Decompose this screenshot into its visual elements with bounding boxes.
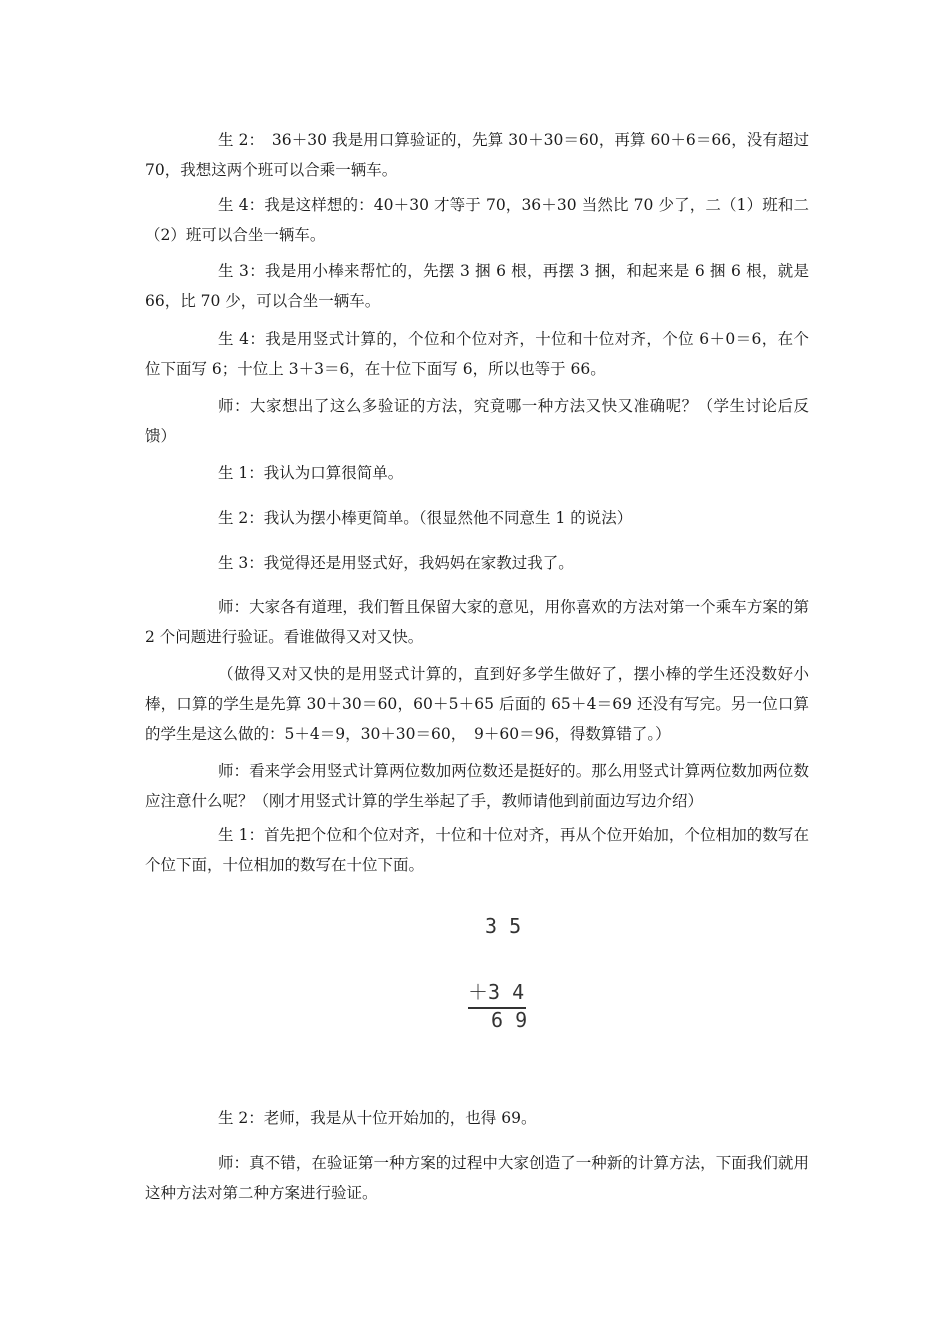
paragraph-observation: （做得又对又快的是用竖式计算的，直到好多学生做好了，摆小棒的学生还没数好小棒，口算的学生是先算 30＋30＝60，60＋5＋65 后面的 65＋4＝69 还没有写完。另一位口算的学生是这么做的：5＋4＝9，30＋30＝60， 9＋60＝96，得数算错了。） xyxy=(145,665,809,743)
paragraph-student-2-tens-first: 生 2：老师，我是从十位开始加的，也得 69。 xyxy=(218,1109,537,1127)
paragraph-student-1-explanation: 生 1：首先把个位和个位对齐，十位和十位对齐，再从个位开始加，个位相加的数写在个位下面，十位相加的数写在十位下面。 xyxy=(145,826,809,874)
paragraph-student-1-answer: 生 1：我认为口算很简单。 xyxy=(218,464,404,482)
paragraph-student-4-vertical: 生 4：我是用竖式计算的，个位和个位对齐，十位和十位对齐，个位 6＋0＝6，在个位下面写 6；十位上 3＋3＝6，在十位下面写 6，所以也等于 66。 xyxy=(145,330,809,378)
paragraph-teacher-instruction: 师：大家各有道理，我们暂且保留大家的意见，用你喜欢的方法对第一个乘车方案的第 2 个问题进行验证。看谁做得又对又快。 xyxy=(145,598,809,646)
calc-second-operand: ＋3 4 xyxy=(468,980,525,1004)
paragraph-student-3-sticks: 生 3：我是用小棒来帮忙的，先摆 3 捆 6 根，再摆 3 捆，和起来是 6 捆 6 根，就是 66，比 70 少，可以合坐一辆车。 xyxy=(145,262,809,310)
paragraph-student-2-answer: 生 2：我认为摆小棒更简单。（很显然他不同意生 1 的说法） xyxy=(218,509,633,527)
calc-result: 6 9 xyxy=(491,1008,528,1032)
paragraph-teacher-vertical-method: 师：看来学会用竖式计算两位数加两位数还是挺好的。那么用竖式计算两位数加两位数应注意什么呢？（刚才用竖式计算的学生举起了手，教师请他到前面边写边介绍） xyxy=(145,762,809,810)
paragraph-student-3-answer: 生 3：我觉得还是用竖式好，我妈妈在家教过我了。 xyxy=(218,554,574,572)
paragraph-student-4-estimation: 生 4：我是这样想的：40＋30 才等于 70，36＋30 当然比 70 少了，二（1）班和二（2）班可以合坐一辆车。 xyxy=(145,196,809,244)
paragraph-teacher-question: 师：大家想出了这么多验证的方法，究竟哪一种方法又快又准确呢？（学生讨论后反馈） xyxy=(145,397,809,445)
paragraph-teacher-conclusion: 师：真不错，在验证第一种方案的过程中大家创造了一种新的计算方法，下面我们就用这种方法对第二种方案进行验证。 xyxy=(145,1154,809,1202)
calc-top-operand: 3 5 xyxy=(485,914,522,938)
paragraph-student-2-mental-math: 生 2： 36＋30 我是用口算验证的，先算 30＋30＝60，再算 60＋6＝66，没有超过 70，我想这两个班可以合乘一辆车。 xyxy=(145,131,809,179)
vertical-addition-figure xyxy=(465,910,545,1040)
